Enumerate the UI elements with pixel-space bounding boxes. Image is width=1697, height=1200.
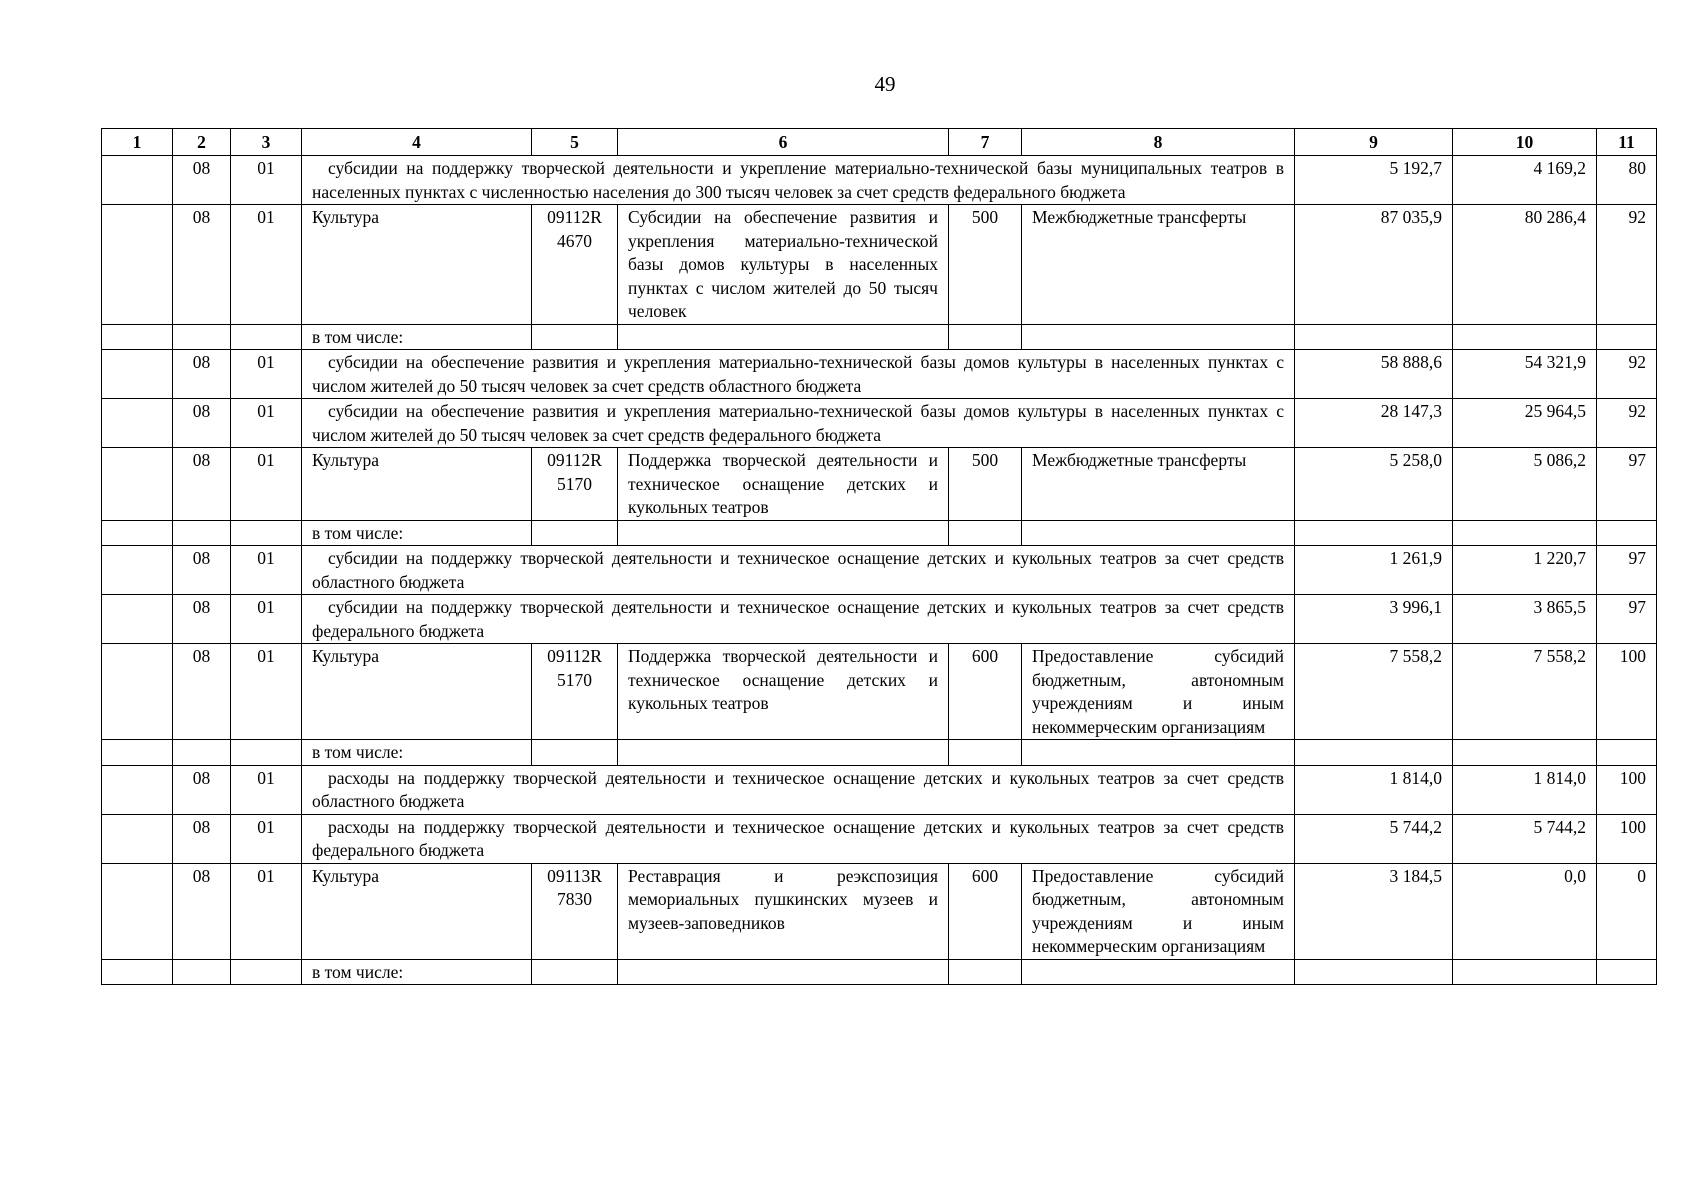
cell-plan: 5 192,7 — [1295, 156, 1453, 205]
cell-including-label: в том числе: — [302, 959, 532, 985]
cell-section: 08 — [173, 399, 231, 448]
cell-subsection: 01 — [231, 814, 302, 863]
cell-empty — [102, 595, 173, 644]
cell-empty — [102, 350, 173, 399]
cell-percent: 100 — [1597, 814, 1657, 863]
cell-target-code: 09112R 5170 — [532, 644, 618, 740]
cell-target-name: Субсидии на обеспечение развития и укрепления материально-технической базы домов культуры в населенных пунктах с числом жителей до 50 тысяч человек — [618, 205, 949, 325]
cell-subsection: 01 — [231, 595, 302, 644]
cell-plan: 3 184,5 — [1295, 863, 1453, 959]
table-row — [102, 156, 1657, 205]
cell-empty — [1597, 520, 1657, 546]
cell-empty — [949, 520, 1022, 546]
cell-expense-type-name: Межбюджетные трансферты — [1022, 205, 1295, 325]
cell-plan: 87 035,9 — [1295, 205, 1453, 325]
cell-empty — [102, 740, 173, 766]
col-header: 10 — [1453, 129, 1597, 156]
cell-section: 08 — [173, 448, 231, 521]
cell-empty — [173, 324, 231, 350]
cell-including-label: в том числе: — [302, 520, 532, 546]
cell-percent: 97 — [1597, 546, 1657, 595]
cell-actual: 80 286,4 — [1453, 205, 1597, 325]
cell-subsection: 01 — [231, 448, 302, 521]
cell-percent: 92 — [1597, 350, 1657, 399]
cell-empty — [1597, 740, 1657, 766]
col-header: 4 — [302, 129, 532, 156]
page-number: 49 — [874, 72, 896, 96]
cell-section: 08 — [173, 863, 231, 959]
cell-actual: 3 865,5 — [1453, 595, 1597, 644]
cell-empty — [231, 520, 302, 546]
cell-branch: Культура — [302, 863, 532, 959]
cell-expense-type-name: Предоставление субсидий бюджетным, автономным учреждениям и иным некоммерческим организациям — [1022, 863, 1295, 959]
cell-section: 08 — [173, 156, 231, 205]
cell-actual: 25 964,5 — [1453, 399, 1597, 448]
cell-empty — [1453, 520, 1597, 546]
cell-expense-type-code: 500 — [949, 448, 1022, 521]
cell-empty — [618, 324, 949, 350]
cell-section: 08 — [173, 644, 231, 740]
col-header: 2 — [173, 129, 231, 156]
cell-section: 08 — [173, 205, 231, 325]
cell-percent: 92 — [1597, 205, 1657, 325]
cell-empty — [1022, 959, 1295, 985]
cell-subsidy-description: расходы на поддержку творческой деятельности и техническое оснащение детских и кукольных театров за счет средств областного бюджета — [302, 765, 1295, 814]
cell-plan: 7 558,2 — [1295, 644, 1453, 740]
cell-subsection: 01 — [231, 644, 302, 740]
col-header: 6 — [618, 129, 949, 156]
col-header: 11 — [1597, 129, 1657, 156]
col-header: 1 — [102, 129, 173, 156]
cell-plan: 28 147,3 — [1295, 399, 1453, 448]
cell-empty — [1453, 740, 1597, 766]
cell-percent: 100 — [1597, 765, 1657, 814]
cell-empty — [102, 644, 173, 740]
cell-percent: 80 — [1597, 156, 1657, 205]
cell-actual: 5 086,2 — [1453, 448, 1597, 521]
col-header: 9 — [1295, 129, 1453, 156]
cell-target-name: Поддержка творческой деятельности и техническое оснащение детских и кукольных театров — [618, 448, 949, 521]
cell-expense-type-code: 600 — [949, 863, 1022, 959]
cell-empty — [102, 863, 173, 959]
table-row — [102, 399, 1657, 448]
cell-empty — [1022, 520, 1295, 546]
cell-empty — [1597, 324, 1657, 350]
cell-including-label: в том числе: — [302, 324, 532, 350]
cell-target-code: 09112R 4670 — [532, 205, 618, 325]
cell-section: 08 — [173, 546, 231, 595]
cell-target-name: Реставрация и реэкспозиция мемориальных пушкинских музеев и музеев-заповедников — [618, 863, 949, 959]
cell-subsidy-description: расходы на поддержку творческой деятельности и техническое оснащение детских и кукольных театров за счет средств федерального бюджета — [302, 814, 1295, 863]
cell-subsection: 01 — [231, 546, 302, 595]
table-row — [102, 520, 1657, 546]
cell-empty — [1453, 959, 1597, 985]
cell-empty — [231, 324, 302, 350]
cell-actual: 0,0 — [1453, 863, 1597, 959]
table-row — [102, 350, 1657, 399]
cell-empty — [618, 740, 949, 766]
table-row — [102, 644, 1657, 740]
table-row — [102, 448, 1657, 521]
cell-subsidy-description: субсидии на поддержку творческой деятельности и техническое оснащение детских и кукольных театров за счет средств областного бюджета — [302, 546, 1295, 595]
cell-subsidy-description: субсидии на поддержку творческой деятельности и техническое оснащение детских и кукольных театров за счет средств федерального бюджета — [302, 595, 1295, 644]
cell-actual: 54 321,9 — [1453, 350, 1597, 399]
cell-plan: 5 744,2 — [1295, 814, 1453, 863]
cell-empty — [949, 324, 1022, 350]
cell-subsidy-description: субсидии на обеспечение развития и укрепления материально-технической базы домов культуры в населенных пунктах с числом жителей до 50 тысяч человек за счет средств федерального бюджета — [302, 399, 1295, 448]
cell-subsidy-description: субсидии на обеспечение развития и укрепления материально-технической базы домов культуры в населенных пунктах с числом жителей до 50 тысяч человек за счет средств областного бюджета — [302, 350, 1295, 399]
cell-empty — [618, 520, 949, 546]
cell-plan: 1 261,9 — [1295, 546, 1453, 595]
cell-empty — [231, 740, 302, 766]
cell-subsection: 01 — [231, 765, 302, 814]
cell-empty — [532, 324, 618, 350]
cell-branch: Культура — [302, 448, 532, 521]
cell-empty — [949, 740, 1022, 766]
col-header: 8 — [1022, 129, 1295, 156]
cell-plan: 3 996,1 — [1295, 595, 1453, 644]
cell-subsection: 01 — [231, 350, 302, 399]
cell-section: 08 — [173, 765, 231, 814]
cell-actual: 1 814,0 — [1453, 765, 1597, 814]
cell-percent: 97 — [1597, 448, 1657, 521]
table-row — [102, 324, 1657, 350]
cell-empty — [532, 520, 618, 546]
table-row — [102, 740, 1657, 766]
col-header: 7 — [949, 129, 1022, 156]
cell-expense-type-name: Межбюджетные трансферты — [1022, 448, 1295, 521]
cell-empty — [102, 399, 173, 448]
cell-section: 08 — [173, 814, 231, 863]
table-row — [102, 863, 1657, 959]
cell-percent: 0 — [1597, 863, 1657, 959]
cell-empty — [231, 959, 302, 985]
cell-expense-type-code: 500 — [949, 205, 1022, 325]
cell-branch: Культура — [302, 205, 532, 325]
cell-empty — [102, 546, 173, 595]
cell-target-name: Поддержка творческой деятельности и техническое оснащение детских и кукольных театров — [618, 644, 949, 740]
cell-including-label: в том числе: — [302, 740, 532, 766]
cell-empty — [102, 520, 173, 546]
cell-subsidy-description: субсидии на поддержку творческой деятельности и укрепление материально-технической базы муниципальных театров в населенных пунктах с численностью населения до 300 тысяч человек за счет средств федерального бюджета — [302, 156, 1295, 205]
cell-expense-type-name: Предоставление субсидий бюджетным, автономным учреждениям и иным некоммерческим организациям — [1022, 644, 1295, 740]
cell-percent: 100 — [1597, 644, 1657, 740]
cell-empty — [1597, 959, 1657, 985]
cell-target-code: 09113R 7830 — [532, 863, 618, 959]
cell-subsection: 01 — [231, 399, 302, 448]
cell-empty — [173, 520, 231, 546]
cell-empty — [1022, 740, 1295, 766]
cell-empty — [102, 448, 173, 521]
cell-plan: 58 888,6 — [1295, 350, 1453, 399]
cell-target-code: 09112R 5170 — [532, 448, 618, 521]
cell-empty — [1295, 324, 1453, 350]
header-row — [102, 129, 1657, 156]
cell-actual: 5 744,2 — [1453, 814, 1597, 863]
cell-empty — [173, 740, 231, 766]
budget-table — [101, 128, 1657, 985]
cell-subsection: 01 — [231, 205, 302, 325]
cell-empty — [1295, 740, 1453, 766]
cell-empty — [532, 959, 618, 985]
cell-empty — [102, 765, 173, 814]
table-row — [102, 765, 1657, 814]
table-row — [102, 959, 1657, 985]
cell-plan: 1 814,0 — [1295, 765, 1453, 814]
cell-actual: 4 169,2 — [1453, 156, 1597, 205]
col-header: 3 — [231, 129, 302, 156]
cell-empty — [618, 959, 949, 985]
cell-actual: 1 220,7 — [1453, 546, 1597, 595]
cell-empty — [102, 814, 173, 863]
cell-empty — [949, 959, 1022, 985]
cell-empty — [102, 205, 173, 325]
col-header: 5 — [532, 129, 618, 156]
table-row — [102, 814, 1657, 863]
cell-empty — [1022, 324, 1295, 350]
cell-empty — [102, 959, 173, 985]
cell-section: 08 — [173, 350, 231, 399]
cell-percent: 92 — [1597, 399, 1657, 448]
cell-empty — [532, 740, 618, 766]
table-row — [102, 546, 1657, 595]
cell-empty — [102, 324, 173, 350]
cell-empty — [1295, 959, 1453, 985]
cell-empty — [1295, 520, 1453, 546]
cell-expense-type-code: 600 — [949, 644, 1022, 740]
cell-empty — [102, 156, 173, 205]
cell-empty — [1453, 324, 1597, 350]
cell-subsection: 01 — [231, 863, 302, 959]
cell-section: 08 — [173, 595, 231, 644]
cell-empty — [173, 959, 231, 985]
cell-percent: 97 — [1597, 595, 1657, 644]
cell-plan: 5 258,0 — [1295, 448, 1453, 521]
table-row — [102, 595, 1657, 644]
cell-subsection: 01 — [231, 156, 302, 205]
cell-actual: 7 558,2 — [1453, 644, 1597, 740]
cell-branch: Культура — [302, 644, 532, 740]
table-row — [102, 205, 1657, 325]
